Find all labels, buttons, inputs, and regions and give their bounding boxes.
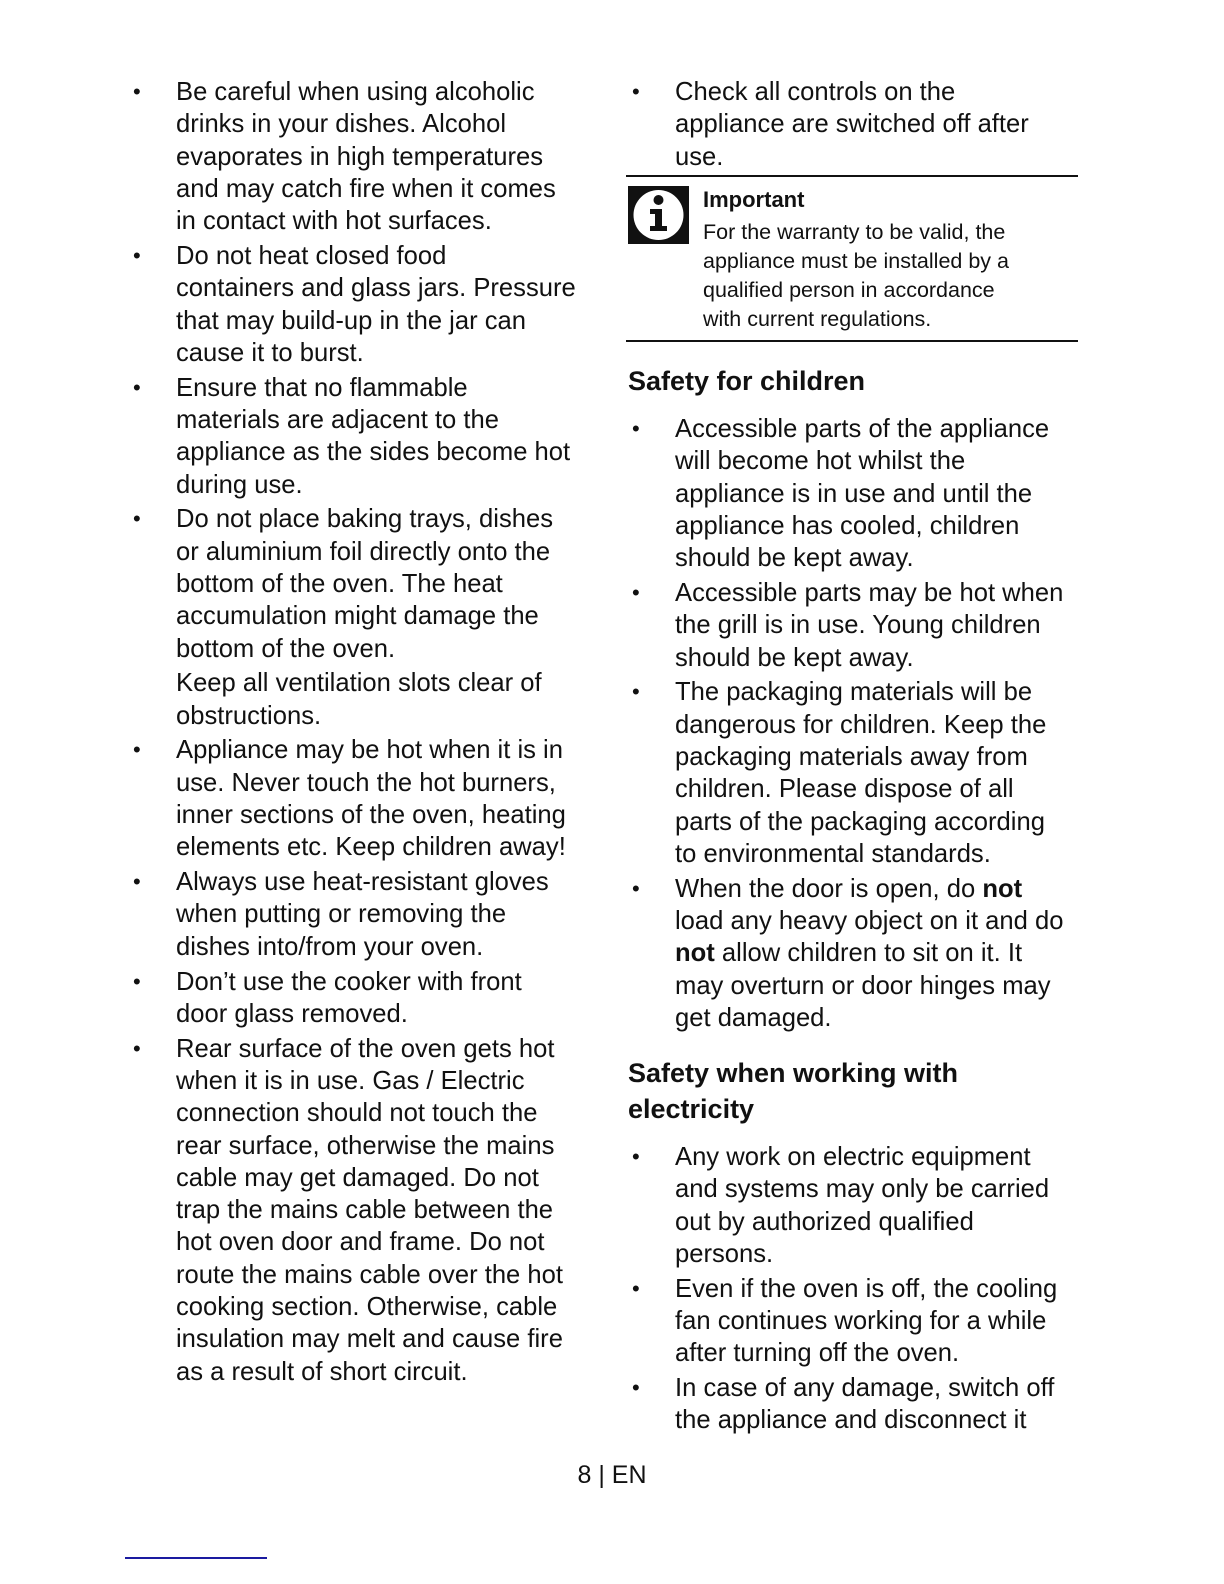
text-line: cause it to burst.: [176, 338, 364, 367]
bullet-icon: •: [632, 875, 640, 901]
children-list: [632, 413, 1092, 1037]
bullet-icon: •: [632, 1275, 640, 1301]
text-line: materials are adjacent to the: [176, 405, 499, 434]
list-item: [632, 413, 1092, 574]
list-item: [632, 1273, 1092, 1370]
important-line: appliance must be installed by a: [703, 249, 1009, 273]
electricity-list: [632, 1141, 1092, 1439]
text-line: accumulation might damage the: [176, 602, 539, 631]
page-number: 8: [577, 1461, 592, 1489]
text-line: appliance is in use and until the: [675, 479, 1033, 508]
text-line: Appliance may be hot when it is in: [176, 736, 563, 765]
text-line: should be kept away.: [675, 643, 914, 672]
text-line: Check all controls on the: [675, 78, 956, 106]
text-line: bottom of the oven.: [176, 634, 396, 663]
bullet-icon: •: [133, 374, 141, 400]
text-line: the appliance and disconnect it: [675, 1406, 1027, 1435]
list-item: [133, 76, 603, 237]
text-line: Even if the oven is off, the cooling: [675, 1274, 1058, 1303]
text-line: Accessible parts may be hot when: [675, 578, 1064, 607]
text-line: bottom of the oven. The heat: [176, 569, 503, 598]
divider-bottom: [626, 340, 1078, 342]
bullet-icon: •: [632, 1144, 640, 1169]
bullet-icon: •: [133, 79, 141, 104]
text-line: route the mains cable over the hot: [176, 1260, 563, 1289]
text-line: children. Please dispose of all: [675, 775, 1014, 804]
text-line: should be kept away.: [675, 544, 914, 573]
text-line: that may build-up in the jar can: [176, 306, 526, 335]
text-line: when it is in use. Gas / Electric: [176, 1066, 525, 1095]
text-line: drinks in your dishes. Alcohol: [176, 110, 507, 139]
footer-separator: |: [598, 1461, 605, 1489]
important-body: [703, 218, 1009, 334]
list-item: [632, 76, 1092, 173]
text-line: rear surface, otherwise the mains: [176, 1131, 555, 1160]
bullet-icon: •: [632, 679, 640, 705]
list-item: [133, 866, 603, 963]
text-line: may overturn or door hinges may: [675, 971, 1051, 1000]
info-icon: [628, 186, 689, 244]
text-line: Keep all ventilation slots clear of: [176, 669, 542, 698]
text-line: after turning off the oven.: [675, 1339, 960, 1368]
text-line: Always use heat-resistant gloves: [176, 868, 549, 897]
text-line: [675, 873, 1092, 905]
text-line: use. Never touch the hot burners,: [176, 768, 556, 797]
text-line: and systems may only be carried: [675, 1175, 1050, 1204]
text-line: fan continues working for a while: [675, 1306, 1047, 1335]
text-line: Rear surface of the oven gets hot: [176, 1034, 555, 1063]
text-line: appliance has cooled, children: [675, 511, 1020, 540]
bullet-icon: •: [632, 1375, 640, 1401]
important-line: qualified person in accordance: [703, 278, 995, 302]
list-item: [133, 240, 603, 369]
heading-line: Safety when working with: [628, 1058, 959, 1088]
text-line: obstructions.: [176, 701, 322, 730]
divider-top: [626, 175, 1078, 177]
text-run: When the door is open, do: [675, 874, 983, 903]
important-line: For the warranty to be valid, the: [703, 220, 1006, 244]
bullet-icon: •: [632, 79, 640, 104]
text-line: appliance are switched off after: [675, 110, 1029, 139]
list-item: [133, 372, 603, 501]
text-line: Don’t use the cooker with front: [176, 967, 522, 996]
text-line: connection should not touch the: [176, 1099, 538, 1128]
bold-text: not: [675, 939, 715, 968]
text-line: door glass removed.: [176, 999, 408, 1028]
text-line: trap the mains cable between the: [176, 1196, 554, 1225]
bullet-icon: •: [632, 579, 640, 605]
bold-text: not: [982, 874, 1023, 903]
text-line: dishes into/from your oven.: [176, 932, 484, 961]
heading-line: electricity: [628, 1094, 755, 1124]
text-line: elements etc. Keep children away!: [176, 833, 566, 862]
important-title: Important: [703, 187, 805, 212]
list-item: [133, 667, 603, 732]
text-line: persons.: [675, 1239, 774, 1268]
text-line: get damaged.: [675, 1003, 832, 1032]
text-line: as a result of short circuit.: [176, 1357, 468, 1386]
text-line: Do not place baking trays, dishes: [176, 505, 554, 534]
text-line: hot oven door and frame. Do not: [176, 1228, 545, 1257]
text-line: and may catch fire when it comes: [176, 174, 556, 203]
text-line: Accessible parts of the appliance: [675, 415, 1050, 443]
page-footer: [0, 1461, 1224, 1490]
text-line: Any work on electric equipment: [675, 1143, 1031, 1171]
text-line: will become hot whilst the: [675, 447, 966, 476]
list-item: [632, 577, 1092, 674]
text-line: appliance as the sides become hot: [176, 438, 571, 467]
text-line: Ensure that no flammable: [176, 373, 468, 402]
list-item: [133, 734, 603, 863]
bullet-icon: •: [632, 416, 640, 441]
text-line: insulation may melt and cause fire: [176, 1325, 563, 1354]
list-item: [632, 676, 1092, 870]
left-column: [133, 76, 603, 1390]
text-line: Do not heat closed food: [176, 241, 447, 270]
text-line: containers and glass jars. Pressure: [176, 274, 576, 303]
text-line: load any heavy object on it and do: [675, 906, 1064, 935]
text-line: inner sections of the oven, heating: [176, 801, 566, 830]
bullet-icon: •: [133, 737, 141, 763]
text-line: [675, 937, 1092, 969]
text-line: cooking section. Otherwise, cable: [176, 1292, 558, 1321]
text-line: out by authorized qualified: [675, 1207, 974, 1236]
text-line: In case of any damage, switch off: [675, 1374, 1055, 1403]
text-line: use.: [675, 142, 724, 171]
text-line: to environmental standards.: [675, 839, 991, 868]
bullet-icon: •: [133, 968, 141, 994]
bullet-icon: •: [133, 242, 141, 268]
text-line: cable may get damaged. Do not: [176, 1163, 539, 1192]
text-run: allow children to sit on it. It: [714, 939, 1023, 968]
list-item: [632, 1372, 1092, 1437]
heading-safety-children: Safety for children: [628, 366, 866, 396]
list-item: [133, 966, 603, 1031]
text-line: Be careful when using alcoholic: [176, 78, 535, 106]
list-item: [133, 503, 603, 664]
bullet-icon: •: [133, 506, 141, 532]
list-item: [632, 1141, 1092, 1270]
bullet-icon: •: [133, 869, 141, 895]
text-line: The packaging materials will be: [675, 678, 1033, 707]
list-item: [632, 873, 1092, 1034]
heading-safety-electricity: [628, 1055, 958, 1127]
right-top-list: [632, 76, 1092, 175]
text-line: dangerous for children. Keep the: [675, 710, 1047, 739]
text-line: when putting or removing the: [176, 900, 507, 929]
bullet-icon: •: [133, 1035, 141, 1061]
text-line: during use.: [176, 470, 303, 499]
text-line: packaging materials away from: [675, 742, 1028, 771]
footnote-rule: [125, 1557, 267, 1559]
text-line: in contact with hot surfaces.: [176, 207, 492, 236]
footer-language: EN: [611, 1461, 647, 1489]
text-line: parts of the packaging according: [675, 807, 1045, 836]
list-item: [133, 1033, 603, 1388]
text-line: or aluminium foil directly onto the: [176, 537, 551, 566]
important-line: with current regulations.: [703, 307, 932, 331]
text-line: the grill is in use. Young children: [675, 611, 1041, 640]
text-line: evaporates in high temperatures: [176, 142, 544, 171]
